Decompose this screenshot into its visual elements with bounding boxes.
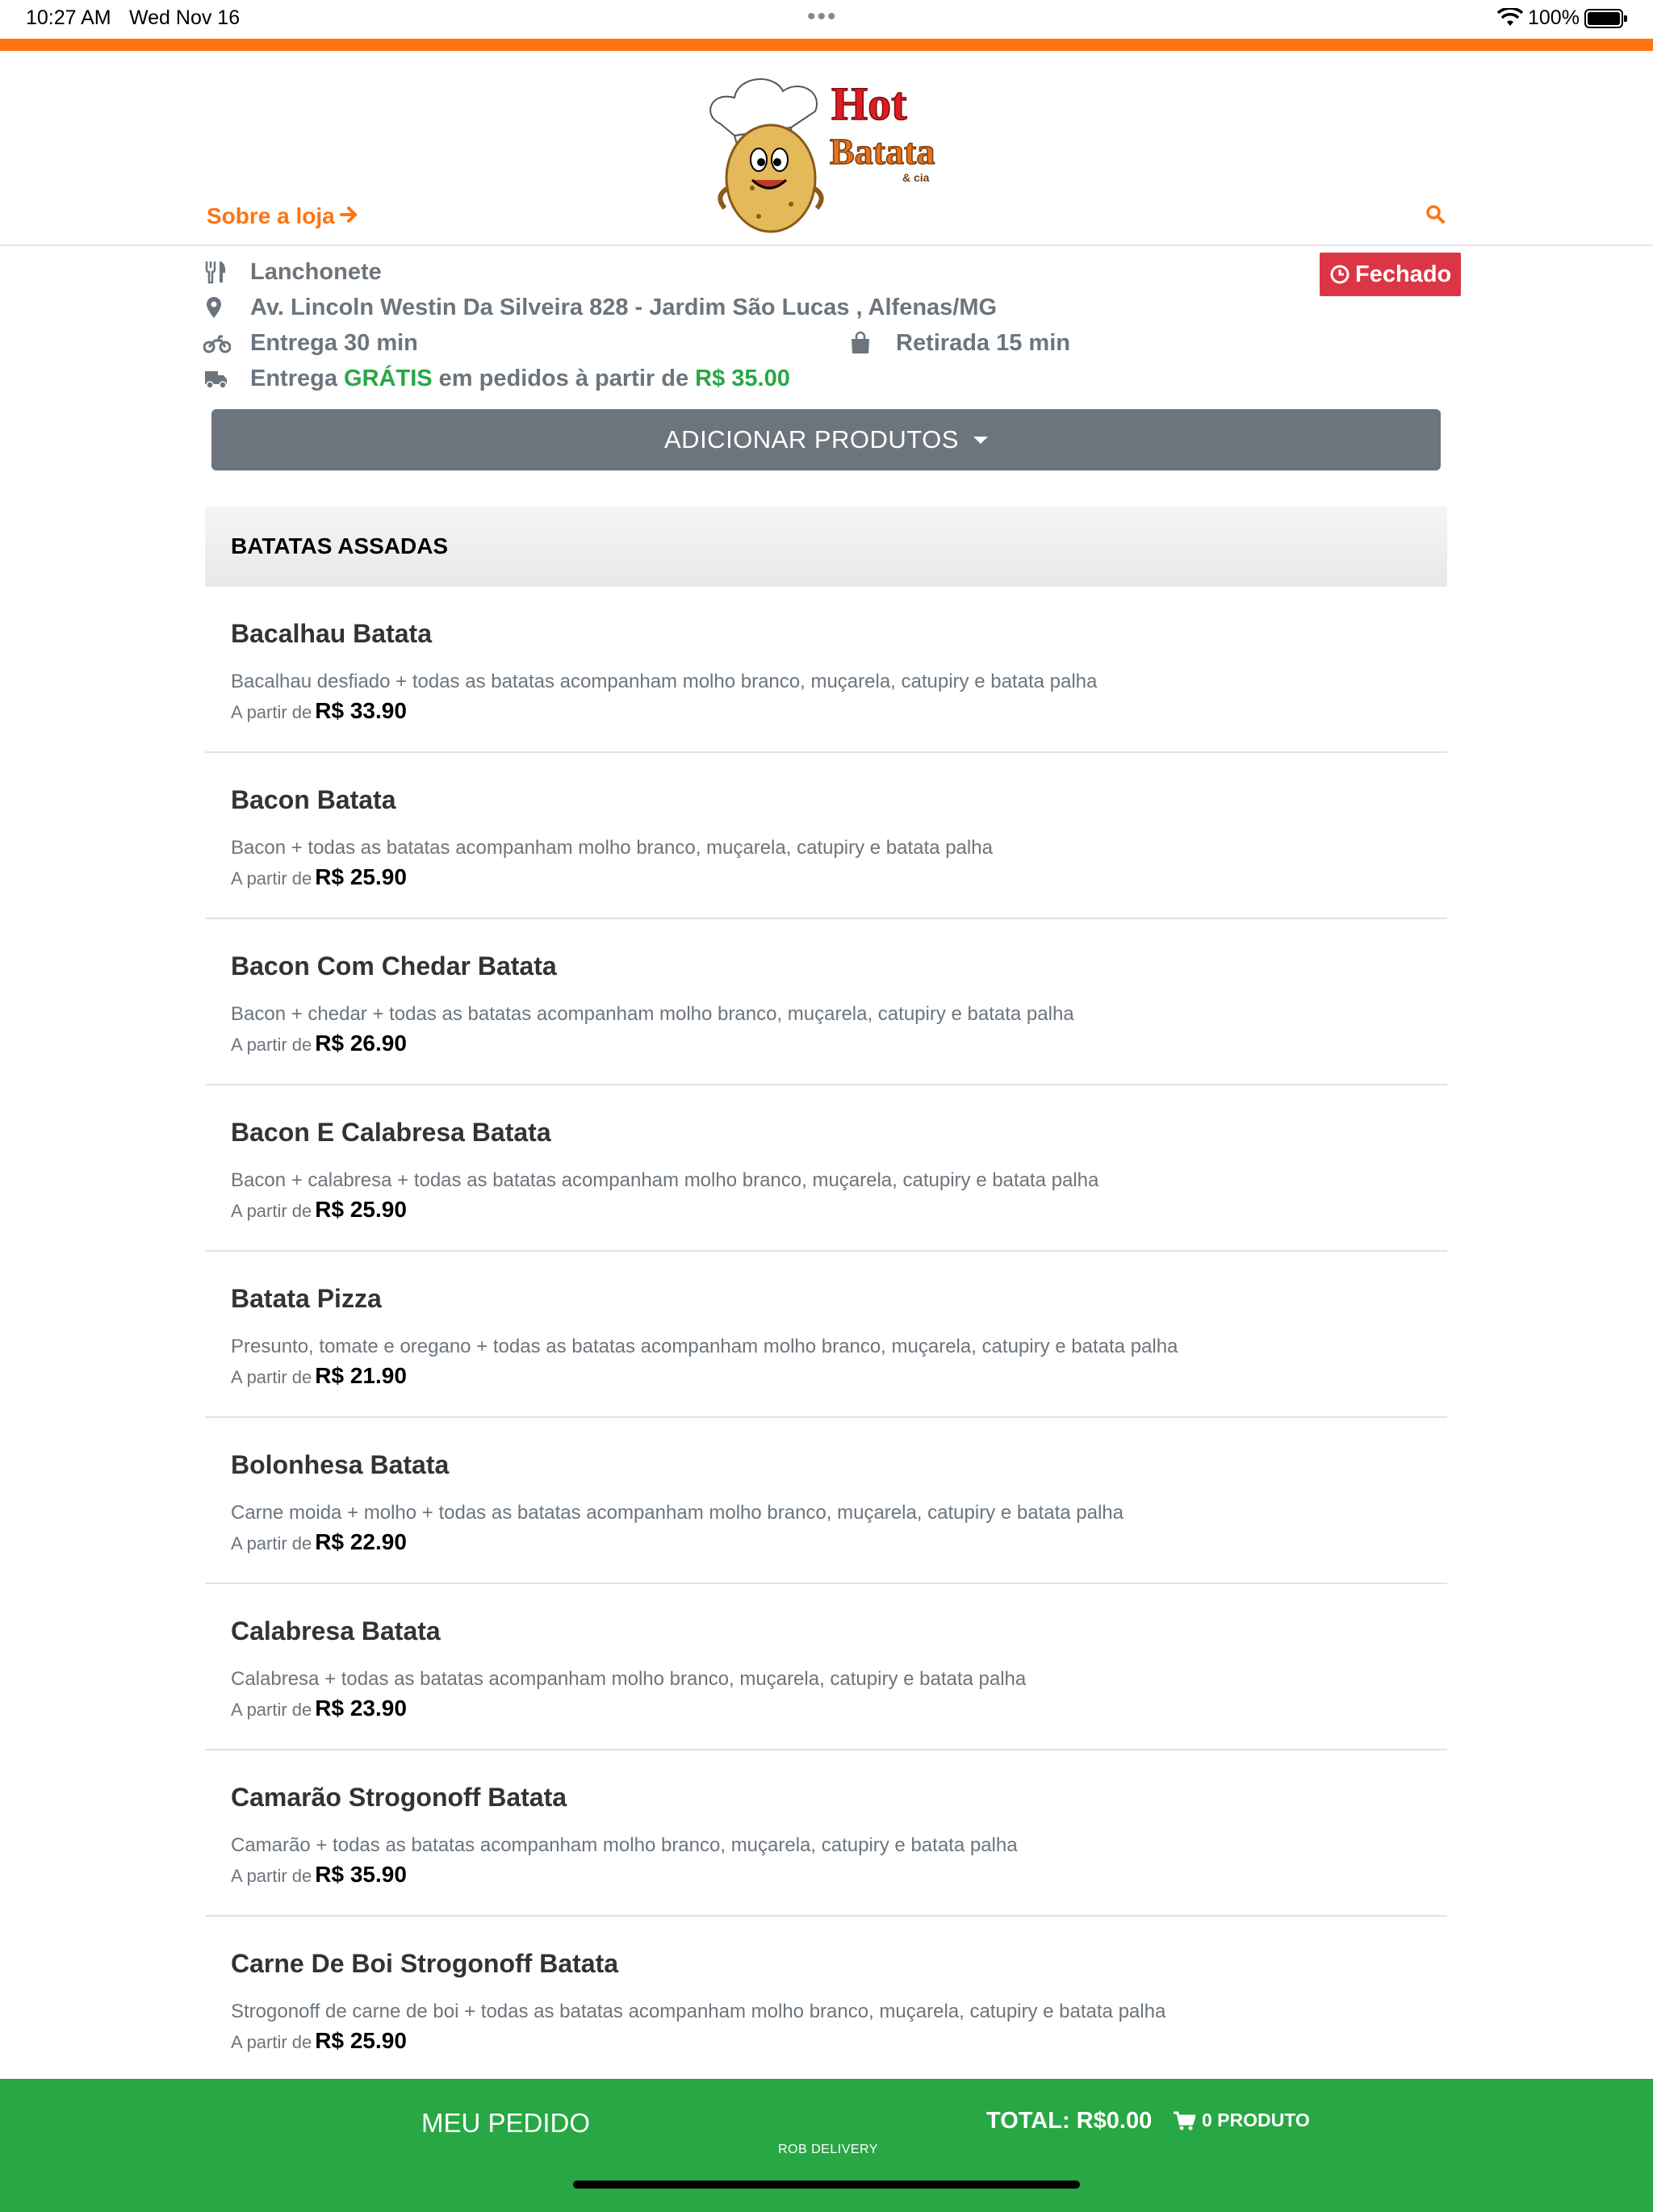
store-header — [0, 51, 1653, 246]
store-address: Av. Lincoln Westin Da Silveira 828 - Jardim São Lucas , Alfenas/MG — [250, 295, 998, 320]
free-delivery-middle: em pedidos à partir de — [438, 366, 689, 391]
product-price: R$ 26.90 — [315, 1031, 407, 1056]
product-price: R$ 25.90 — [315, 1197, 407, 1222]
motorcycle-icon — [203, 331, 231, 355]
free-delivery-highlight: GRÁTIS — [344, 366, 433, 391]
product-price-row — [231, 698, 407, 724]
price-prefix: A partir de — [231, 1533, 312, 1553]
product-price-row — [231, 864, 407, 890]
product-price: R$ 33.90 — [315, 698, 407, 723]
product-description: Presunto, tomate e oregano + todas as batatas acompanham molho branco, muçarela, catupiry e batata palha — [231, 1336, 1178, 1357]
cart-button[interactable] — [1173, 2110, 1310, 2131]
product-name: Bacon Batata — [231, 785, 396, 814]
category-header — [205, 506, 1447, 587]
product-description: Bacon + calabresa + todas as batatas acompanham molho branco, muçarela, catupiry e batata palha — [231, 1169, 1099, 1191]
product-name: Camarão Strogonoff Batata — [231, 1783, 567, 1812]
product-name: Bacon Com Chedar Batata — [231, 951, 557, 981]
status-time: 10:27 AM — [26, 6, 111, 29]
search-icon[interactable] — [1425, 204, 1446, 225]
product-price-row — [231, 1529, 407, 1555]
price-prefix: A partir de — [231, 1866, 312, 1886]
svg-text:Batata: Batata — [830, 131, 935, 172]
product-price-row — [231, 1363, 407, 1389]
product-name: Bacon E Calabresa Batata — [231, 1118, 551, 1147]
map-marker-icon — [203, 295, 231, 320]
price-prefix: A partir de — [231, 702, 312, 722]
price-prefix: A partir de — [231, 2032, 312, 2052]
product-price: R$ 21.90 — [315, 1363, 407, 1388]
about-store-label: Sobre a loja — [207, 203, 335, 228]
product-price: R$ 23.90 — [315, 1696, 407, 1721]
product-name: Bolonhesa Batata — [231, 1450, 450, 1479]
price-prefix: A partir de — [231, 1700, 312, 1720]
product-name: Batata Pizza — [231, 1284, 382, 1313]
product-description: Bacon + todas as batatas acompanham molho branco, muçarela, catupiry e batata palha — [231, 837, 993, 859]
product-price-row — [231, 1862, 407, 1888]
category-title: BATATAS ASSADAS — [231, 533, 449, 558]
product-name: Calabresa Batata — [231, 1616, 441, 1645]
product-price-row — [231, 1696, 407, 1721]
my-order-button[interactable]: MEU PEDIDO — [421, 2108, 591, 2138]
price-prefix: A partir de — [231, 868, 312, 889]
footer-brand: ROB DELIVERY — [778, 2143, 878, 2156]
product-list — [205, 587, 1447, 2083]
price-prefix: A partir de — [231, 1035, 312, 1055]
store-logo[interactable] — [702, 67, 952, 236]
product-price-row — [231, 1197, 407, 1223]
store-category: Lanchonete — [250, 259, 382, 285]
battery-icon — [1584, 9, 1623, 28]
product-description: Calabresa + todas as batatas acompanham molho branco, muçarela, catupiry e batata palha — [231, 1668, 1027, 1690]
product-item[interactable] — [205, 587, 1447, 753]
product-description: Carne moida + molho + todas as batatas acompanham molho branco, muçarela, catupiry e batata palha — [231, 1502, 1124, 1524]
free-delivery-min: R$ 35.00 — [695, 366, 790, 391]
about-store-link[interactable] — [207, 203, 359, 229]
shopping-cart-icon — [1173, 2110, 1195, 2131]
product-item[interactable] — [205, 1085, 1447, 1252]
product-price-row — [231, 1031, 407, 1056]
add-products-dropdown[interactable] — [211, 409, 1441, 470]
product-description: Bacon + chedar + todas as batatas acompanham molho branco, muçarela, catupiry e batata palha — [231, 1003, 1074, 1025]
svg-text:Hot: Hot — [831, 77, 907, 130]
product-price: R$ 25.90 — [315, 2028, 407, 2053]
delivery-time: Entrega 30 min — [250, 330, 418, 356]
caret-down-icon — [973, 437, 988, 444]
status-date: Wed Nov 16 — [129, 6, 241, 29]
product-description: Bacalhau desfiado + todas as batatas acompanham molho branco, muçarela, catupiry e batata palha — [231, 671, 1098, 692]
wifi-icon — [1497, 8, 1523, 27]
battery-percentage: 100% — [1528, 6, 1580, 29]
product-item[interactable] — [205, 753, 1447, 919]
product-item[interactable] — [205, 1252, 1447, 1418]
product-item[interactable] — [205, 1917, 1447, 2083]
multitasking-dots-icon[interactable]: ••• — [807, 3, 838, 30]
truck-icon — [203, 366, 231, 391]
product-name: Carne De Boi Strogonoff Batata — [231, 1949, 619, 1978]
price-prefix: A partir de — [231, 1201, 312, 1221]
free-delivery-text — [250, 366, 790, 392]
product-price-row — [231, 2028, 407, 2054]
product-item[interactable] — [205, 1750, 1447, 1917]
free-delivery-prefix: Entrega — [250, 366, 337, 391]
product-item[interactable] — [205, 1584, 1447, 1750]
product-description: Camarão + todas as batatas acompanham molho branco, muçarela, catupiry e batata palha — [231, 1834, 1018, 1856]
status-bar — [0, 0, 1653, 39]
store-status-badge — [1320, 253, 1461, 296]
add-products-label: ADICIONAR PRODUTOS — [664, 425, 959, 454]
pickup-time: Retirada 15 min — [896, 330, 1070, 356]
product-description: Strogonoff de carne de boi + todas as batatas acompanham molho branco, muçarela, catupiry e batata palha — [231, 2001, 1166, 2022]
cart-count: 0 PRODUTO — [1202, 2110, 1310, 2130]
product-price: R$ 22.90 — [315, 1529, 407, 1554]
product-name: Bacalhau Batata — [231, 619, 432, 648]
product-price: R$ 25.90 — [315, 864, 407, 889]
store-status-label: Fechado — [1355, 261, 1452, 287]
svg-text:& cia: & cia — [902, 171, 930, 184]
shopping-bag-icon — [849, 331, 877, 355]
product-item[interactable] — [205, 1418, 1447, 1584]
utensils-icon — [203, 260, 231, 284]
order-total: TOTAL: R$0.00 — [986, 2108, 1153, 2134]
product-price: R$ 35.90 — [315, 1862, 407, 1887]
clock-icon — [1329, 264, 1350, 285]
accent-strip — [0, 39, 1653, 51]
price-prefix: A partir de — [231, 1367, 312, 1387]
home-indicator[interactable] — [573, 2181, 1080, 2189]
delivery-time-row — [203, 328, 768, 360]
bottom-order-bar — [0, 2079, 1653, 2212]
arrow-right-icon — [340, 203, 359, 229]
product-item[interactable] — [205, 919, 1447, 1085]
